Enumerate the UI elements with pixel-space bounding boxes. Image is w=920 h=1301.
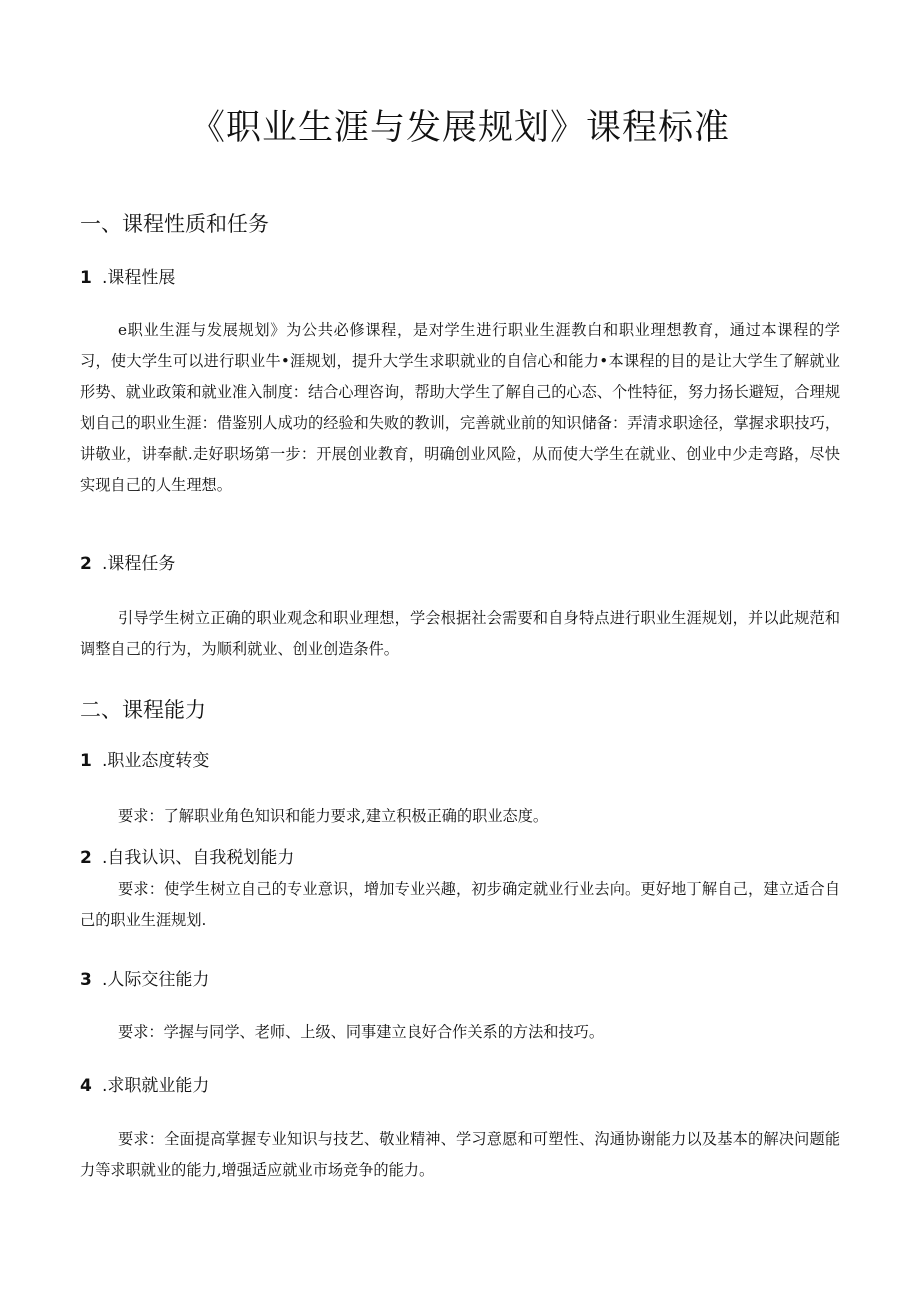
subsection-title: .求职就业能力 (102, 1076, 210, 1096)
subsection-number: 2 (80, 848, 92, 868)
subsection-title: .职业态度转变 (102, 751, 210, 771)
subsection-number: 3 (80, 970, 92, 990)
section-heading-1: 一、课程性质和任务 (80, 212, 269, 236)
subsection-number: 1 (80, 751, 92, 771)
document-title: 《职业生涯与发展规划》课程标准 (189, 108, 730, 148)
subsection-heading-2-1 (80, 746, 209, 771)
paragraph-self-awareness: 要求：使学生树立自己的专业意识，增加专业兴趣，初步确定就业行业去向。更好地丁解自己，建立适合自己的职业生涯规划. (80, 880, 840, 929)
subsection-title: .课程任务 (102, 554, 176, 574)
subsection-title: .课程性展 (102, 268, 176, 288)
subsection-heading-1-1 (80, 263, 175, 288)
subsection-heading-2-4 (80, 1071, 209, 1096)
section-heading-2: 二、课程能力 (80, 698, 206, 722)
paragraph-course-task: 引导学生树立正确的职业观念和职业理想，学会根据社会需要和自身特点进行职业生涯规划，并以此规范和调整自己的行为，为顺利就业、创业创造条件。 (80, 609, 840, 658)
subsection-title: .自我认识、自我税划能力 (102, 848, 295, 868)
subsection-number: 2 (80, 554, 92, 574)
subsection-heading-1-2 (80, 549, 175, 574)
subsection-heading-2-3 (80, 965, 209, 990)
subsection-number: 4 (80, 1076, 92, 1096)
paragraph-interpersonal: 要求：学握与同学、老师、上级、同事建立良好合作关系的方法和技巧。 (118, 1023, 604, 1041)
subsection-heading-2-2 (80, 843, 294, 868)
paragraph-career-attitude: 要求：了解职业角色知识和能力要求,建立积极正确的职业态度。 (118, 807, 549, 825)
paragraph-job-seeking: 要求：全面提高掌握专业知识与技艺、敬业精神、学习意愿和可塑性、沟通协谢能力以及基本的解决问题能力等求职就业的能力,增强适应就业市场竞争的能力。 (80, 1130, 840, 1179)
subsection-number: 1 (80, 268, 92, 288)
paragraph-course-nature: e职业生涯与发展规划》为公共必修课程，是对学生进行职业生涯教白和职业理想教育，通过本课程的学习，使大学生可以进行职业牛•涯规划，提升大学生求职就业的自信心和能力•本课程的目的是让大学生了解就业形势、就业政策和就业准入制度：结合心理咨询，帮助大学生了解自己的心态、个性特征，努力扬长避短，合理规划自己的职业生涯：借鉴别人成功的经验和失败的教训，完善就业前的知识储备：弄清求职途径，掌握求职技巧，讲敬业，讲奉献.走好职场第一步：开展创业教育，明确创业风险，从而使大学生在就业、创业中少走弯路，尽快实现自己的人生理想。 (80, 321, 840, 494)
subsection-title: .人际交往能力 (102, 970, 210, 990)
